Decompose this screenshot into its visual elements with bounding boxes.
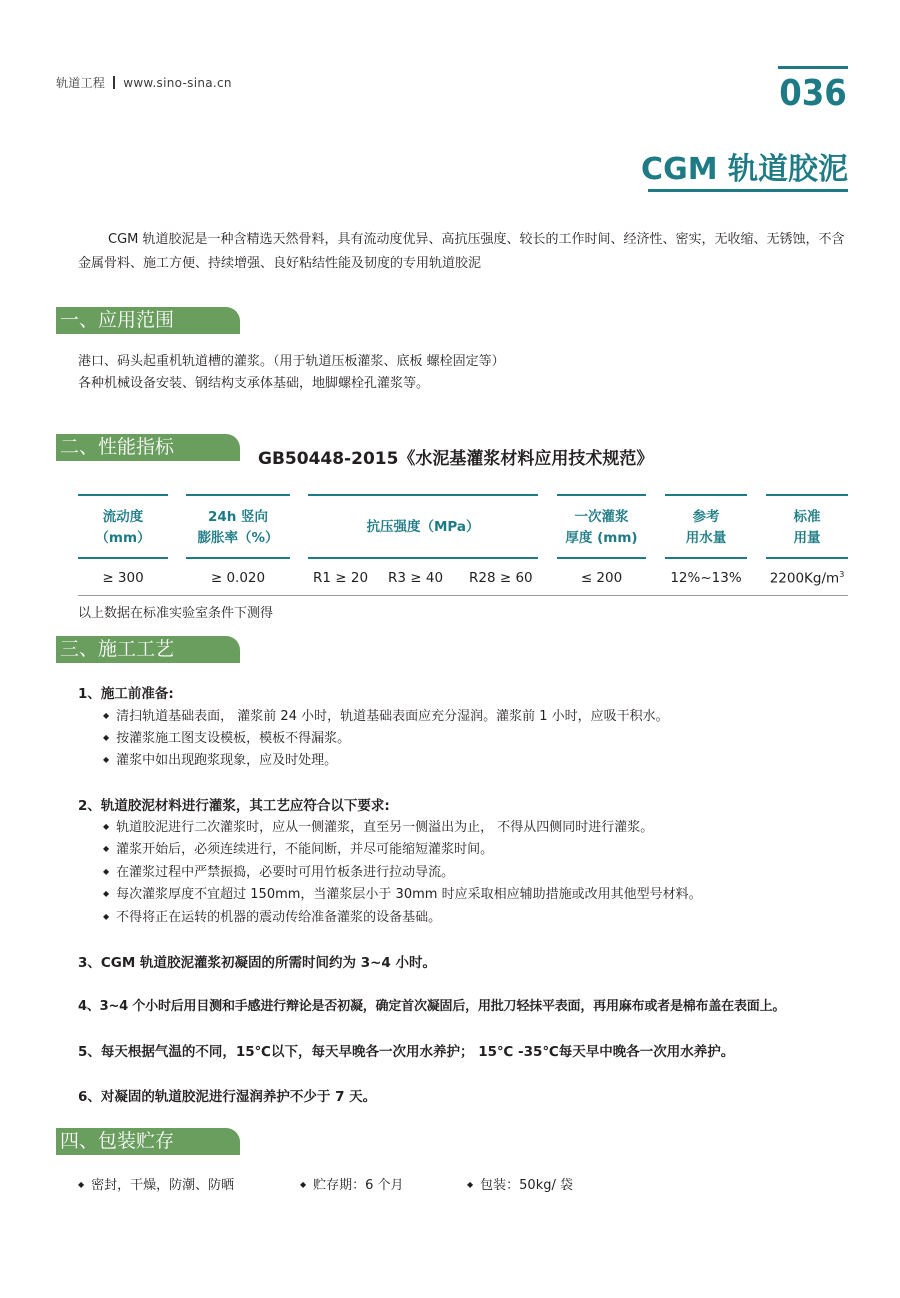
step-2-bullet: ◆ 灌浆开始后，必须连续进行，不能间断，并尽可能缩短灌浆时间。 bbox=[103, 838, 493, 857]
header-line: 24h 竖向 bbox=[207, 509, 269, 525]
table-cell-r1: R1 ≥ 20 bbox=[313, 570, 369, 586]
step-2-bullet: ◆ 不得将正在运转的机器的震动传给准备灌浆的设备基础。 bbox=[103, 906, 441, 925]
header-line: 用水量 bbox=[685, 530, 727, 546]
table-header-rule bbox=[78, 557, 168, 559]
table-header-water bbox=[665, 507, 747, 549]
step-4: 4、3~4 个小时后用目测和手感进行辩论是否初凝，确定首次凝固后，用批刀轻抹平表面，再用麻布或者是棉布盖在表面上。 bbox=[78, 999, 786, 1014]
header-line: （mm） bbox=[95, 530, 151, 546]
usage-superscript: 3 bbox=[839, 570, 845, 579]
application-line-1: 港口、码头起重机轨道槽的灌浆。（用于轨道压板灌浆、底板 螺栓固定等） bbox=[78, 354, 505, 369]
table-header-rule bbox=[665, 557, 747, 559]
section-rule bbox=[56, 662, 240, 663]
application-line-2: 各种机械设备安装、钢结构支承体基础，地脚螺栓孔灌浆等。 bbox=[78, 376, 430, 391]
table-header-rule bbox=[78, 494, 168, 496]
intro-paragraph: CGM 轨道胶泥是一种含精选天然骨料，具有流动度优异、高抗压强度、较长的工作时间、经济性、密实，无收缩、无锈蚀，不含金属骨料、施工方便、持续增强、良好粘结性能及韧度的专用轨道胶泥 bbox=[78, 232, 845, 271]
header-line: 标准 bbox=[793, 509, 821, 525]
table-cell-flow: ≥ 300 bbox=[102, 570, 144, 586]
table-header-rule bbox=[766, 494, 848, 496]
step-2-heading: 2、轨道胶泥材料进行灌浆，其工艺应符合以下要求: bbox=[78, 798, 390, 814]
header-line: 流动度 bbox=[102, 509, 144, 525]
section-rule bbox=[56, 1154, 240, 1155]
section-rule bbox=[56, 333, 240, 334]
header-line: 抗压强度（MPa） bbox=[366, 519, 480, 535]
section-heading-process: 三、施工工艺 bbox=[56, 636, 240, 662]
table-cell-thickness: ≤ 200 bbox=[580, 570, 623, 586]
step-1-bullet: ◆ 灌浆中如出现跑浆现象，应及时处理。 bbox=[103, 749, 337, 768]
table-header-rule bbox=[308, 557, 538, 559]
step-1-bullet: ◆ 按灌浆施工图支设模板，模板不得漏浆。 bbox=[103, 727, 350, 746]
table-header-expansion bbox=[186, 507, 290, 549]
table-header-rule bbox=[557, 494, 646, 496]
header-url[interactable]: www.sino-sina.cn bbox=[123, 76, 232, 90]
step-1-bullet: ◆ 清扫轨道基础表面， 灌浆前 24 小时，轨道基础表面应充分湿润。灌浆前 1 小时，应吸干积水。 bbox=[103, 705, 669, 724]
header-breadcrumb bbox=[56, 74, 232, 91]
standard-reference: GB50448-2015《水泥基灌浆材料应用技术规范》 bbox=[258, 449, 654, 469]
table-header-compressive bbox=[308, 517, 538, 538]
section-heading-performance: 二、性能指标 bbox=[56, 434, 240, 460]
step-2-bullet: ◆ 在灌浆过程中严禁振捣，必要时可用竹板条进行拉动导流。 bbox=[103, 861, 454, 880]
packaging-item: ◆ 密封，干燥，防潮、防晒 bbox=[78, 1174, 234, 1193]
table-header-rule bbox=[186, 557, 290, 559]
header-line: 膨胀率（%） bbox=[197, 530, 279, 546]
page-title: CGM 轨道胶泥 bbox=[641, 152, 848, 187]
header-section: 轨道工程 bbox=[56, 76, 106, 90]
table-cell-r28: R28 ≥ 60 bbox=[469, 570, 533, 586]
page-number: 036 bbox=[779, 73, 847, 114]
header-line: 厚度 (mm) bbox=[565, 530, 638, 546]
page-number-rule bbox=[778, 66, 848, 69]
header-line: 参考 bbox=[692, 509, 720, 525]
table-cell-expansion: ≥ 0.020 bbox=[210, 570, 266, 586]
table-header-rule bbox=[557, 557, 646, 559]
table-header-thickness bbox=[557, 507, 646, 549]
packaging-item: ◆ 贮存期：6 个月 bbox=[300, 1174, 404, 1193]
section-rule bbox=[56, 460, 240, 461]
table-header-rule bbox=[308, 494, 538, 496]
section-heading-application: 一、应用范围 bbox=[56, 307, 240, 333]
step-1-heading: 1、施工前准备: bbox=[78, 686, 174, 702]
step-2-bullet: ◆ 轨道胶泥进行二次灌浆时，应从一侧灌浆，直至另一侧溢出为止， 不得从四侧同时进行灌浆。 bbox=[103, 816, 653, 835]
header-line: 一次灌浆 bbox=[574, 509, 629, 525]
table-cell-r3: R3 ≥ 40 bbox=[388, 570, 444, 586]
step-3: 3、CGM 轨道胶泥灌浆初凝固的所需时间约为 3~4 小时。 bbox=[78, 955, 437, 971]
table-header-usage bbox=[766, 507, 848, 549]
table-header-rule bbox=[186, 494, 290, 496]
table-header-rule bbox=[766, 557, 848, 559]
step-6: 6、对凝固的轨道胶泥进行湿润养护不少于 7 天。 bbox=[78, 1089, 377, 1105]
step-5: 5、每天根据气温的不同，15℃以下，每天早晚各一次用水养护； 15℃ -35℃每天早中晚各一次用水养护。 bbox=[78, 1044, 735, 1060]
table-note: 以上数据在标准实验室条件下测得 bbox=[78, 606, 274, 621]
table-cell-usage bbox=[766, 570, 848, 587]
packaging-item: ◆ 包装：50kg/ 袋 bbox=[467, 1174, 573, 1193]
table-header-flow bbox=[78, 507, 168, 549]
step-2-bullet: ◆ 每次灌浆厚度不宜超过 150mm，当灌浆层小于 30mm 时应采取相应辅助措施或改用其他型号材料。 bbox=[103, 883, 702, 902]
section-heading-packaging: 四、包装贮存 bbox=[56, 1128, 240, 1154]
title-underline bbox=[648, 189, 848, 192]
table-header-rule bbox=[665, 494, 747, 496]
table-cell-water: 12%~13% bbox=[670, 570, 742, 586]
usage-value: 2200Kg/m bbox=[769, 570, 840, 587]
table-bottom-rule bbox=[78, 595, 848, 596]
header-line: 用量 bbox=[793, 530, 821, 546]
header-divider bbox=[113, 76, 115, 89]
